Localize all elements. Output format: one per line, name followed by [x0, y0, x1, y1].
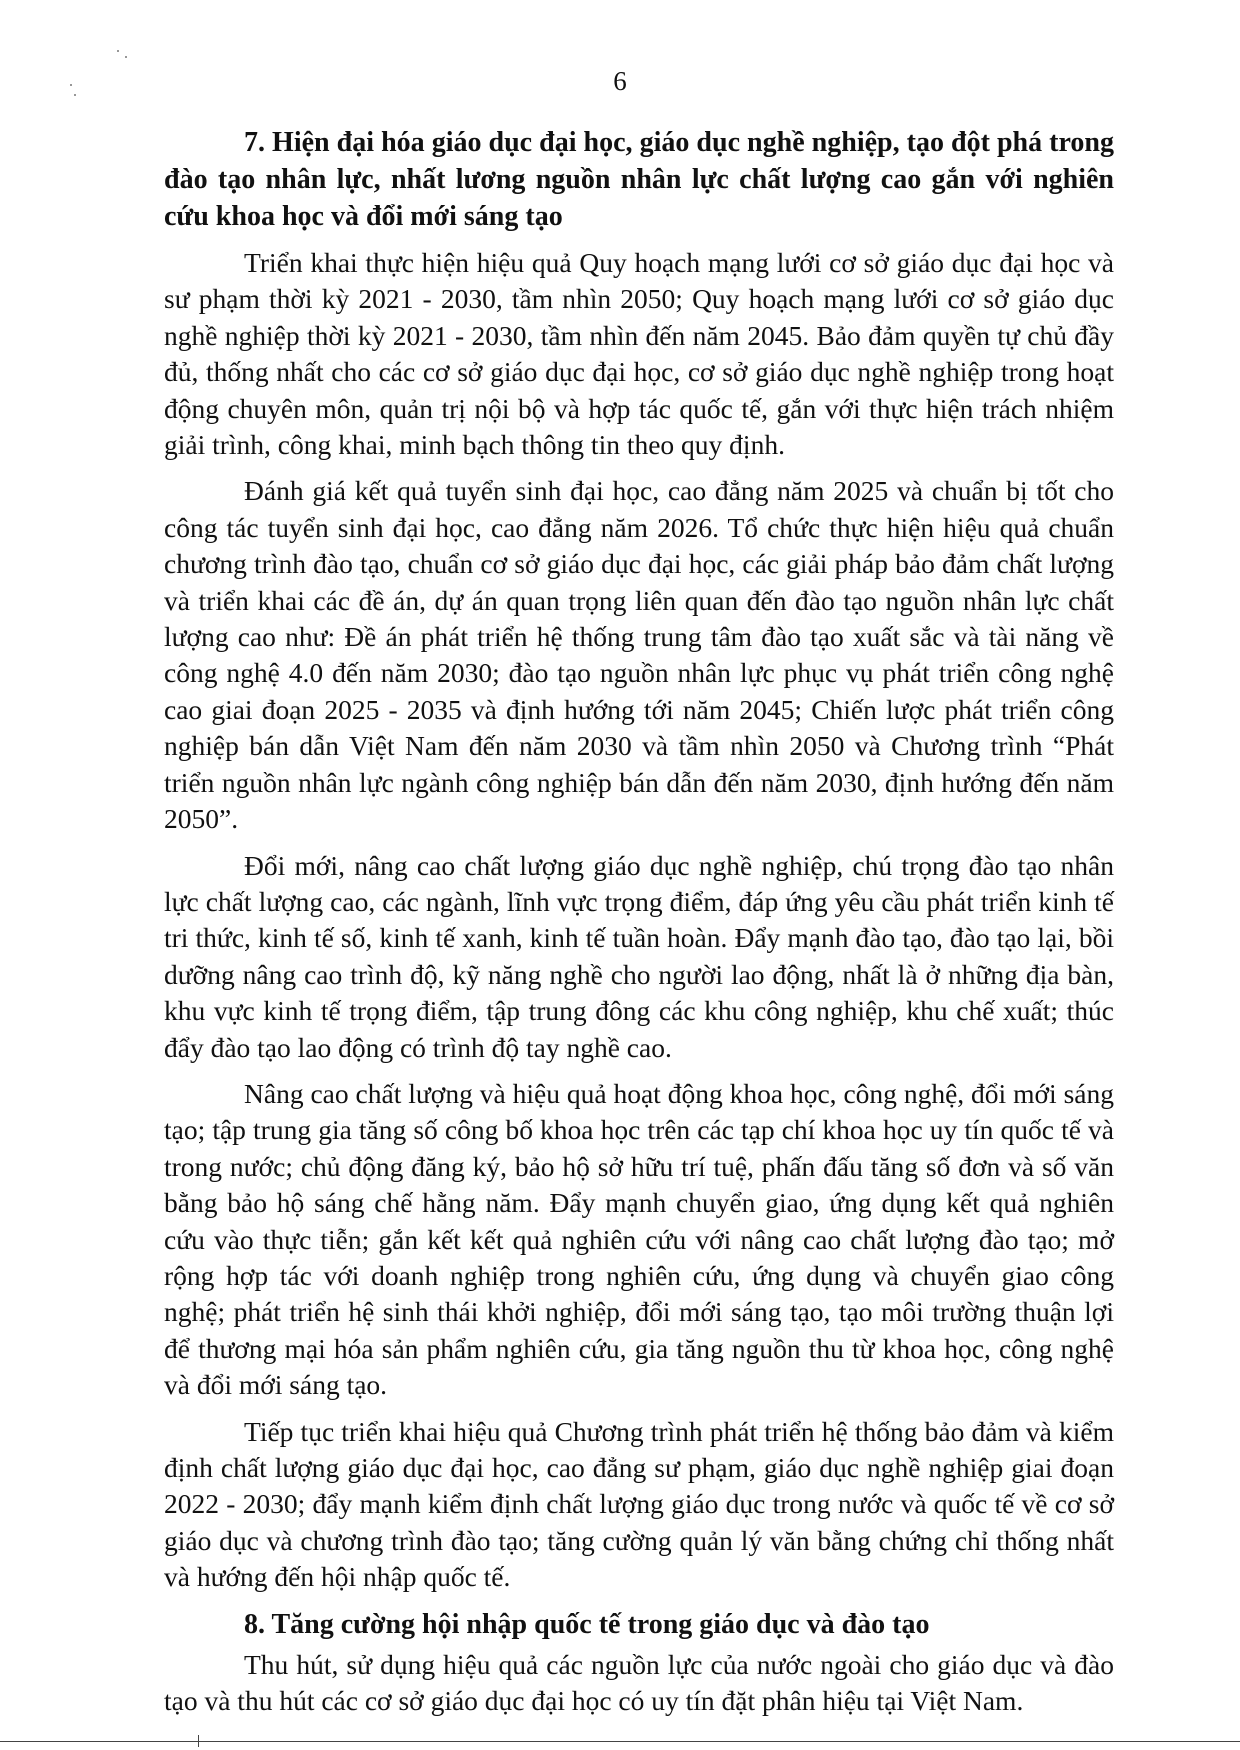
section-7-heading: 7. Hiện đại hóa giáo dục đại học, giáo dục nghề nghiệp, tạo đột phá trong đào tạo nhân lực, nhất lương nguồn nhân lực chất lượng cao gắn với nghiên cứu khoa học và đổi mới sáng tạo [164, 127, 1114, 232]
paragraph: Đổi mới, nâng cao chất lượng giáo dục nghề nghiệp, chú trọng đào tạo nhân lực chất lượng cao, các ngành, lĩnh vực trọng điểm, đáp ứng yêu cầu phát triển kinh tế tri thức, kinh tế số, kinh tế xanh, kinh tế tuần hoàn. Đẩy mạnh đào tạo, đào tạo lại, bồi dưỡng nâng cao trình độ, kỹ năng nghề cho người lao động, nhất là ở những địa bàn, khu vực kinh tế trọng điểm, tập trung đông các khu công nghiệp, khu chế xuất; thúc đẩy đào tạo lao động có trình độ tay nghề cao. [164, 849, 1114, 1063]
page-bottom-rule [0, 1741, 1240, 1742]
page-bottom-tick [198, 1735, 199, 1747]
paragraph: Thu hút, sử dụng hiệu quả các nguồn lực của nước ngoài cho giáo dục và đào tạo và thu hút các cơ sở giáo dục đại học có uy tín đặt phân hiệu tại Việt Nam. [164, 1648, 1114, 1717]
paragraph: Tiếp tục triển khai hiệu quả Chương trình phát triển hệ thống bảo đảm và kiểm định chất lượng giáo dục đại học, cao đẳng sư phạm, giáo dục nghề nghiệp giai đoạn 2022 - 2030; đẩy mạnh kiểm định chất lượng giáo dục trong nước và quốc tế về cơ sở giáo dục và chương trình đào tạo; tăng cường quản lý văn bằng chứng chỉ thống nhất và hướng đến hội nhập quốc tế. [164, 1415, 1114, 1593]
scan-speck [117, 50, 119, 52]
scan-speck [125, 56, 127, 58]
paragraph: Đánh giá kết quả tuyển sinh đại học, cao đẳng năm 2025 và chuẩn bị tốt cho công tác tuyển sinh đại học, cao đẳng năm 2026. Tổ chức thực hiện hiệu quả chuẩn chương trình đào tạo, chuẩn cơ sở giáo dục đại học, các giải pháp bảo đảm chất lượng và triển khai các đề án, dự án quan trọng liên quan đến đào tạo nguồn nhân lực chất lượng cao như: Đề án phát triển hệ thống trung tâm đào tạo xuất sắc và tài năng về công nghệ 4.0 đến năm 2030; đào tạo nguồn nhân lực phục vụ phát triển công nghệ cao giai đoạn 2025 - 2035 và định hướng tới năm 2045; Chiến lược phát triển công nghiệp bán dẫn Việt Nam đến năm 2030 và tầm nhìn 2050 và Chương trình “Phát triển nguồn nhân lực ngành công nghiệp bán dẫn đến năm 2030, định hướng đến năm 2050”. [164, 475, 1114, 835]
paragraph: Nâng cao chất lượng và hiệu quả hoạt động khoa học, công nghệ, đổi mới sáng tạo; tập trung gia tăng số công bố khoa học trên các tạp chí khoa học uy tín quốc tế và trong nước; chủ động đăng ký, bảo hộ sở hữu trí tuệ, phấn đấu tăng số đơn và số văn bằng bảo hộ sáng chế hằng năm. Đẩy mạnh chuyển giao, ứng dụng kết quả nghiên cứu vào thực tiễn; gắn kết kết quả nghiên cứu với nâng cao chất lượng đào tạo; mở rộng hợp tác với doanh nghiệp trong nghiên cứu, ứng dụng và chuyển giao công nghệ; phát triển hệ sinh thái khởi nghiệp, đổi mới sáng tạo, tạo môi trường thuận lợi để thương mại hóa sản phẩm nghiên cứu, gia tăng nguồn thu từ khoa học, công nghệ và đổi mới sáng tạo. [164, 1077, 1114, 1401]
document-body [164, 124, 1114, 1729]
page-number: 6 [613, 66, 627, 96]
paragraph: Triển khai thực hiện hiệu quả Quy hoạch mạng lưới cơ sở giáo dục đại học và sư phạm thời kỳ 2021 - 2030, tầm nhìn 2050; Quy hoạch mạng lưới cơ sở giáo dục nghề nghiệp thời kỳ 2021 - 2030, tầm nhìn đến năm 2045. Bảo đảm quyền tự chủ đầy đủ, thống nhất cho các cơ sở giáo dục đại học, cơ sở giáo dục nghề nghiệp trong hoạt động chuyên môn, quản trị nội bộ và hợp tác quốc tế, gắn với thực hiện trách nhiệm giải trình, công khai, minh bạch thông tin theo quy định. [164, 247, 1114, 461]
section-8-heading: 8. Tăng cường hội nhập quốc tế trong giáo dục và đào tạo [244, 1608, 930, 1640]
